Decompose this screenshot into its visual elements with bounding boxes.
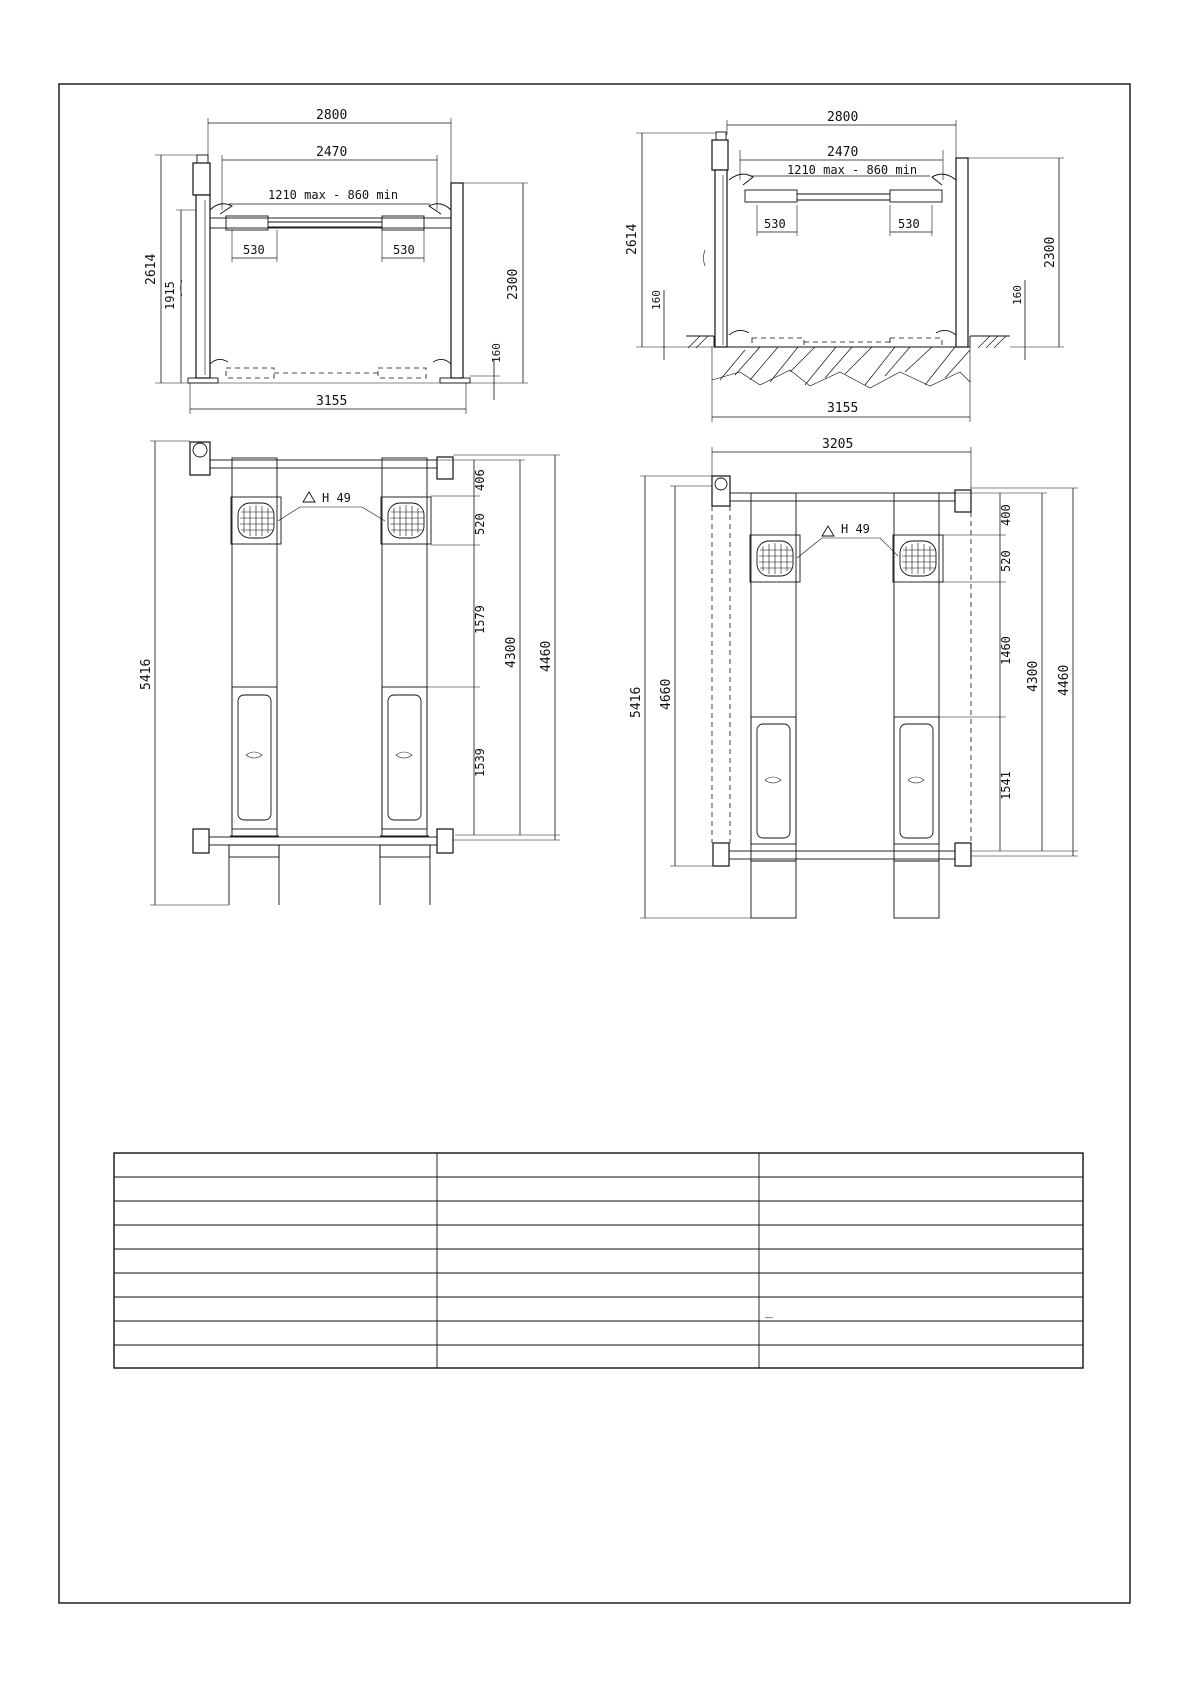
dim-plan-4460-recessed: 4460 [1057, 664, 1072, 696]
dim-width-base: 3155 [316, 394, 348, 409]
dim-pad-left-recessed: 530 [764, 217, 786, 231]
dim-height-plate-recessed: 160 [650, 290, 663, 310]
plan-view-recessed [629, 437, 1078, 918]
dim-plan-width-recessed: 3205 [822, 437, 854, 452]
dim-height-plate: 160 [490, 343, 503, 363]
dim-height-right-recessed: 2300 [1043, 236, 1058, 268]
dim-plan-seg2-recessed: 520 [999, 550, 1013, 572]
dim-plan-seg3-recessed: 1460 [999, 636, 1013, 665]
dim-plan-seg4-recessed: 1541 [999, 771, 1013, 800]
dim-plan-seg3: 1579 [473, 605, 487, 634]
dim-plan-seg4: 1539 [473, 748, 487, 777]
dim-width-total-recessed: 2800 [827, 110, 859, 125]
front-view-recessed [625, 110, 1064, 422]
plan-view-surface [139, 441, 560, 905]
dim-height-right: 2300 [506, 268, 521, 300]
dim-width-inner: 2470 [316, 145, 348, 160]
front-view-surface [144, 108, 528, 414]
dim-bridge-range-recessed: 1210 max - 860 min [787, 163, 918, 177]
dim-width-total: 2800 [316, 108, 348, 123]
dim-plan-4300-recessed: 4300 [1026, 660, 1041, 692]
dim-plan-seg2: 520 [473, 513, 487, 535]
plan-label-h49-recessed: H 49 [841, 522, 870, 536]
dim-height-column: 1915 [163, 281, 177, 310]
dim-plan-seg1-recessed: 400 [999, 504, 1013, 526]
plan-label-h49: H 49 [322, 491, 351, 505]
dim-height-total: 2614 [144, 253, 159, 285]
dim-bridge-range: 1210 max - 860 min [268, 188, 399, 202]
dim-plan-seg1: 406 [473, 469, 487, 491]
dim-plan-length-total: 5416 [139, 658, 154, 690]
table-cell-mark: _ [765, 1304, 773, 1319]
dim-width-inner-recessed: 2470 [827, 145, 859, 160]
dim-pad-right-recessed: 530 [898, 217, 920, 231]
dim-plan-4660: 4660 [659, 678, 674, 710]
dim-plan-length-total-recessed: 5416 [629, 686, 644, 718]
dim-width-base-recessed: 3155 [827, 401, 859, 416]
dim-height-plate-right-recessed: 160 [1011, 285, 1024, 305]
dim-plan-4460: 4460 [539, 640, 554, 672]
spec-table [114, 1153, 1083, 1368]
dim-pad-left: 530 [243, 243, 265, 257]
dim-pad-right: 530 [393, 243, 415, 257]
dim-plan-4300: 4300 [504, 636, 519, 668]
dim-height-total-recessed: 2614 [625, 223, 640, 255]
